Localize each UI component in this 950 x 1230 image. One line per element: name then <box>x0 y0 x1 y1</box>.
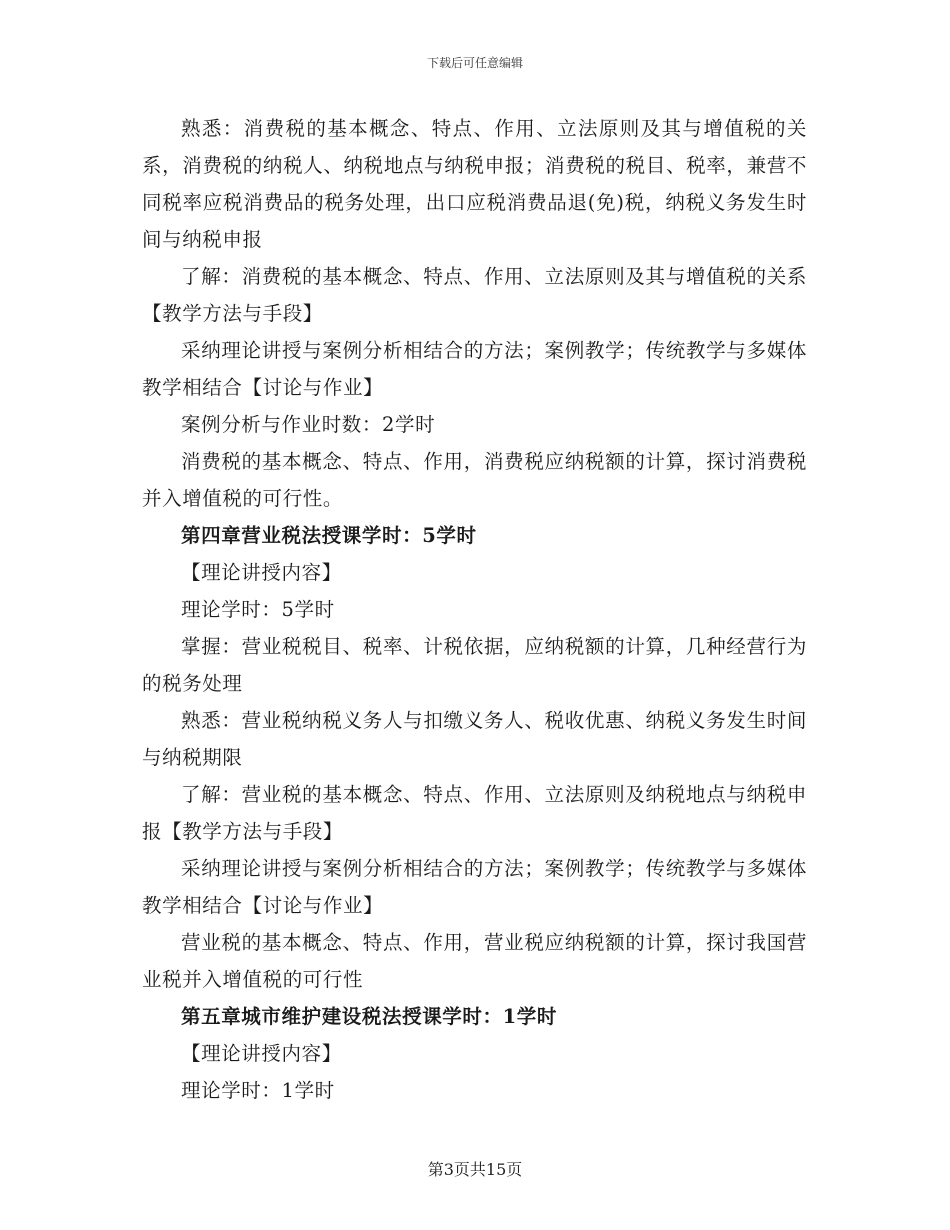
paragraph-master-business-tax: 掌握：营业税税目、税率、计税依据，应纳税额的计算，几种经营行为的税务处理 <box>142 635 807 695</box>
document-body <box>142 110 807 1109</box>
paragraph-theory-hours-2: 理论学时：1学时 <box>181 1079 335 1102</box>
paragraph-theory-hours: 理论学时：5学时 <box>181 598 335 621</box>
paragraph-familiar-business-tax: 熟悉：营业税纳税义务人与扣缴义务人、税收优惠、纳税义务发生时间与纳税期限 <box>142 709 807 769</box>
paragraph-discussion-business-tax: 营业税的基本概念、特点、作用，营业税应纳税额的计算，探讨我国营业税并入增值税的可行性 <box>142 931 807 991</box>
paragraph-theory-content-label: 【理论讲授内容】 <box>181 561 342 584</box>
paragraph-case-hours: 案例分析与作业时数：2学时 <box>181 413 436 436</box>
chapter-5-heading: 第五章城市维护建设税法授课学时：1学时 <box>181 1005 557 1028</box>
paragraph-discussion-consumption-tax: 消费税的基本概念、特点、作用，消费税应纳税额的计算，探讨消费税并入增值税的可行性。 <box>142 450 807 510</box>
paragraph-teaching-method-2: 采纳理论讲授与案例分析相结合的方法；案例教学；传统教学与多媒体教学相结合【讨论与作业】 <box>142 857 807 917</box>
page-number: 第3页共15页 <box>427 1160 523 1179</box>
paragraph-theory-content-label-2: 【理论讲授内容】 <box>181 1042 342 1065</box>
paragraph-familiar-consumption-tax: 熟悉：消费税的基本概念、特点、作用、立法原则及其与增值税的关系，消费税的纳税人、纳税地点与纳税申报；消费税的税目、税率，兼营不同税率应税消费品的税务处理，出口应税消费品退(免)税，纳税义务发生时间与纳税申报 <box>142 117 807 251</box>
chapter-4-heading: 第四章营业税法授课学时：5学时 <box>181 524 477 547</box>
paragraph-understand-consumption-tax: 了解：消费税的基本概念、特点、作用、立法原则及其与增值税的关系【教学方法与手段】 <box>142 265 807 325</box>
page-header-note: 下载后可任意编辑 <box>426 56 523 70</box>
paragraph-teaching-method: 采纳理论讲授与案例分析相结合的方法；案例教学；传统教学与多媒体教学相结合【讨论与作业】 <box>142 339 807 399</box>
paragraph-understand-business-tax: 了解：营业税的基本概念、特点、作用、立法原则及纳税地点与纳税申报【教学方法与手段】 <box>142 783 807 843</box>
